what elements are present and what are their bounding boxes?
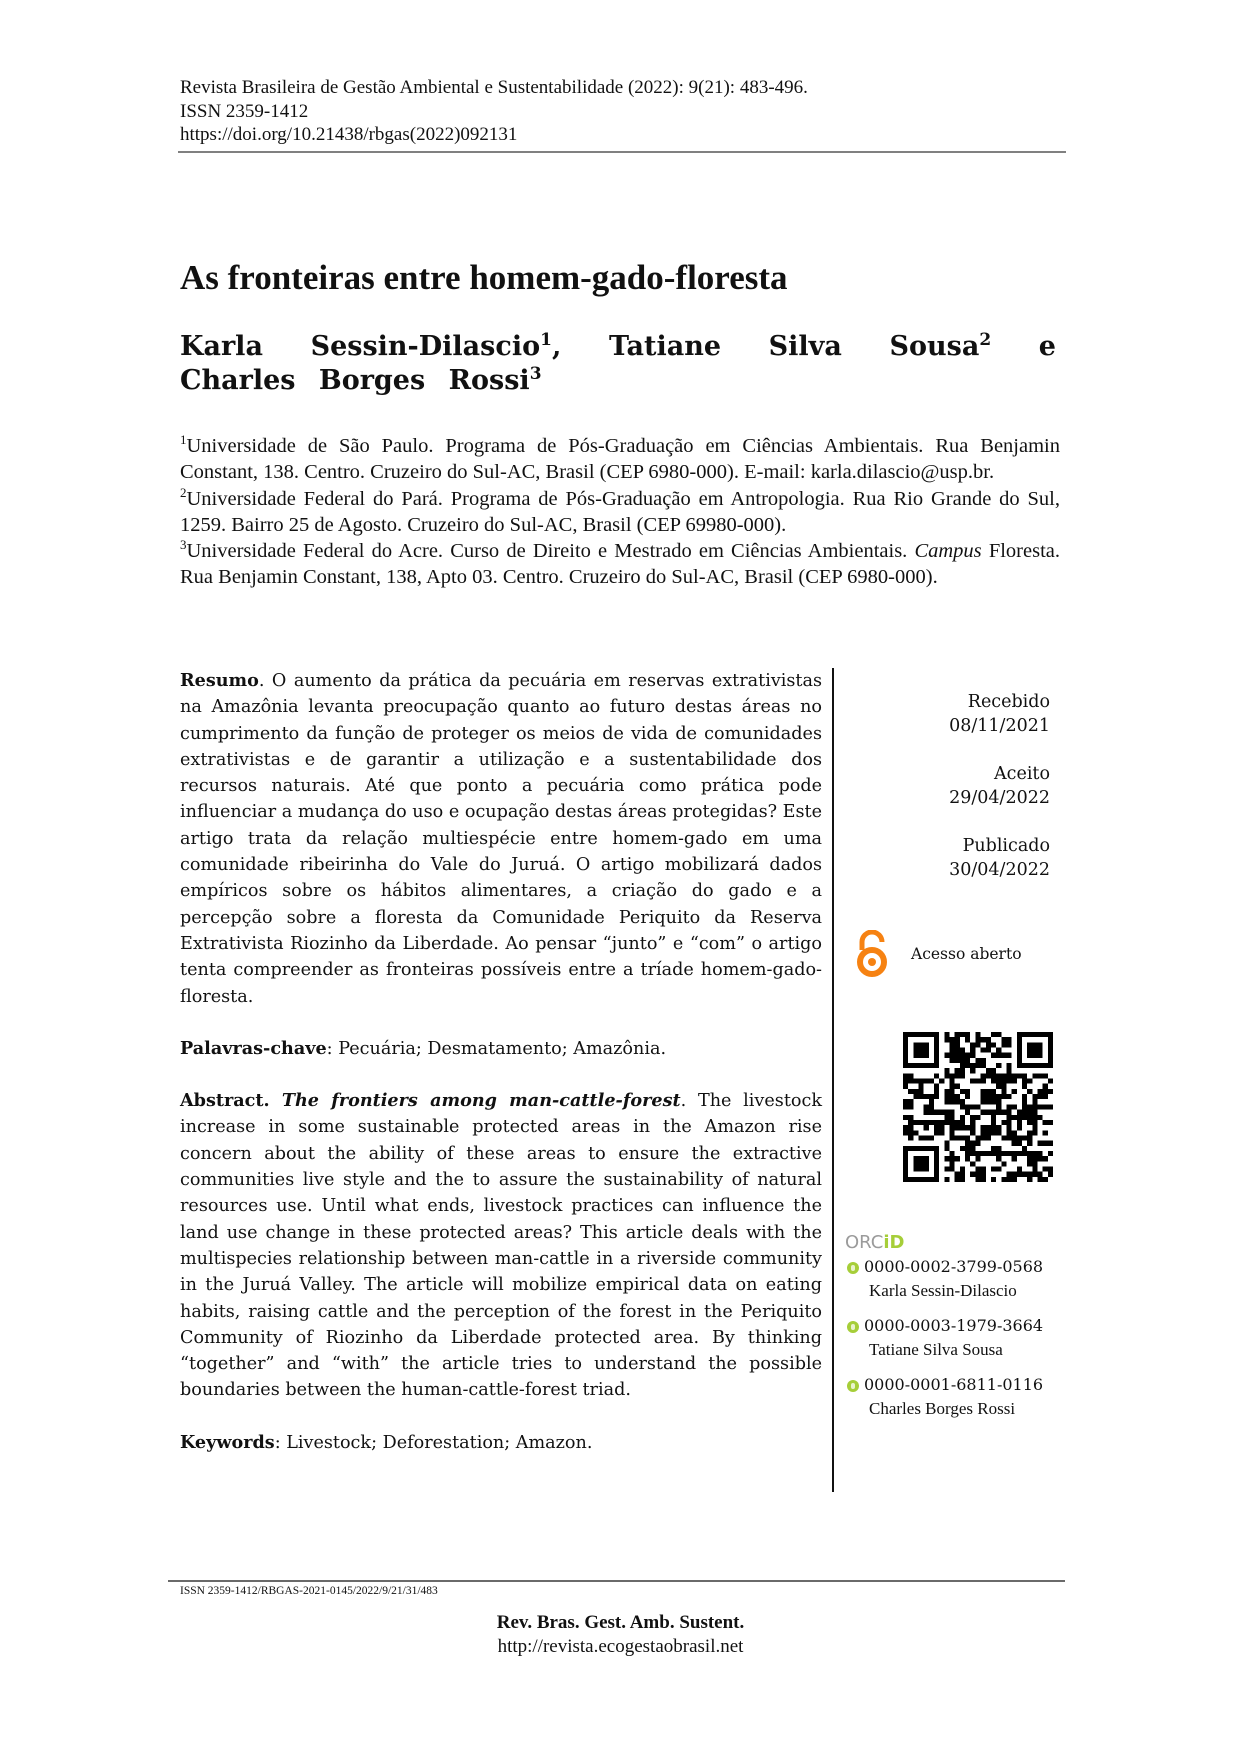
- orcid-author-name: Karla Sessin-Dilascio: [869, 1281, 1017, 1300]
- footer-rule: [168, 1580, 1065, 1582]
- author-list: [180, 330, 1056, 398]
- abstract-sep: .: [258, 671, 265, 691]
- orcid-entry[interactable]: [845, 1374, 1075, 1433]
- open-access-label: Acesso aberto: [911, 945, 1022, 963]
- open-access-lock-icon: [855, 930, 889, 978]
- date-label: Aceito: [994, 764, 1050, 784]
- author-name: Tatiane Silva Sousa: [608, 331, 980, 362]
- qr-code-icon[interactable]: [903, 1032, 1053, 1182]
- affiliation-mark: 3: [180, 537, 187, 553]
- author-name: Charles Borges Rossi: [180, 365, 530, 396]
- abstract-column: [180, 668, 822, 1456]
- orcid-id-icon: [847, 1262, 859, 1274]
- orcid-logo-id: iD: [883, 1232, 905, 1253]
- orcid-id-icon: [847, 1321, 859, 1333]
- affiliation-item: [180, 486, 1060, 539]
- abstract-english-title: The frontiers among man-cattle-forest: [281, 1090, 681, 1112]
- article-title: As fronteiras entre homem-gado-floresta: [180, 258, 788, 297]
- open-access-badge: [855, 930, 1075, 980]
- date-value: 30/04/2022: [949, 860, 1050, 880]
- abstract-text: O aumento da prática da pecuária em reservas extrativistas na Amazônia levanta preocupação quanto ao futuro destas áreas no cumprimento da função de proteger os meios de vida de comunidades extrativistas e de garantir a utilização e a sustentabilidade dos recursos naturais. Até que ponto a pecuária como prática pode influenciar a mudança do uso e ocupação destas áreas protegidas? Este artigo trata da relação multiespécie entre homem-gado em uma comunidade ribeirinha do Vale do Juruá. O artigo mobilizará dados empíricos sobre os hábitos alimentares, a criação do gado e a percepção sobre a floresta da Comunidade Periquito da Reserva Extrativista Riozinho da Liberdade. Ao pensar “junto” e “com” o artigo tenta compreender as fronteiras possíveis entre a tríade homem-gado-floresta.: [180, 671, 823, 1007]
- keywords-text: : Pecuária; Desmatamento; Amazônia.: [326, 1038, 667, 1059]
- footer-journal-url[interactable]: http://revista.ecogestaobrasil.net: [497, 1636, 744, 1657]
- column-divider: [832, 668, 834, 1492]
- affiliations: [180, 433, 1060, 591]
- keywords-text: : Livestock; Deforestation; Amazon.: [274, 1432, 593, 1453]
- abstract-portuguese: [180, 668, 822, 1010]
- orcid-author-name: Tatiane Silva Sousa: [869, 1340, 1003, 1359]
- affiliation-item: [180, 538, 1060, 591]
- abstract-text: . The livestock increase in some sustainable protected areas in the Amazon rise concern about the ability of these areas to ensure the extractive communities live style and the to assure the sustainability of natural resources use. Until what ends, livestock practices can influence the land use change in these protected areas? This article deals with the multispecies relationship between man-cattle in a riverside community in the Juruá Valley. The article will mobilize empirical data on eating habits, raising cattle and the perception of the forest in the Periquito Community of Riozinho da Liberdade protected area. By thinking “together” and “with” the article tries to understand the possible boundaries between the human-cattle-forest triad.: [180, 1091, 822, 1401]
- date-published: [840, 834, 1050, 882]
- orcid-entry[interactable]: [845, 1315, 1075, 1374]
- orcid-number[interactable]: 0000-0002-3799-0568: [864, 1257, 1044, 1276]
- abstract-sep: .: [263, 1090, 282, 1112]
- keywords-label: Palavras-chave: [180, 1037, 327, 1059]
- affiliation-mark: 3: [529, 364, 542, 384]
- orcid-logo-text: ORC: [845, 1232, 884, 1253]
- issn-line: ISSN 2359-1412: [180, 100, 309, 122]
- article-dates: [840, 690, 1050, 906]
- affiliation-mark: 1: [540, 330, 552, 350]
- affiliation-text: Universidade Federal do Acre. Curso de Direito e Mestrado em Ciências Ambientais.: [186, 540, 915, 563]
- affiliation-text: Universidade Federal do Pará. Programa de Pós-Graduação em Antropologia. Rua Rio Grande do Sul, 1259. Bairro 25 de Agosto. Cruzeiro do Sul-AC, Brasil (CEP 69980-000).: [180, 487, 1060, 536]
- affiliation-text: Floresta. Rua Benjamin Constant, 138, Apto 03. Centro. Cruzeiro do Sul-AC, Brasil (CEP 6980-000).: [180, 540, 1060, 589]
- running-header: [180, 76, 1070, 147]
- affiliation-mark: 2: [180, 484, 187, 500]
- date-accepted: [840, 762, 1050, 810]
- affiliation-text: Universidade de São Paulo. Programa de Pós-Graduação em Ciências Ambientais. Rua Benjamin Constant, 138. Centro. Cruzeiro do Sul-AC, Brasil (CEP 6980-000). E-mail: karla.dilascio@usp.br.: [180, 435, 1060, 484]
- affiliation-item: [180, 433, 1060, 486]
- abstract-english: [180, 1088, 822, 1404]
- citation-line: Revista Brasileira de Gestão Ambiental e Sustentabilidade (2022): 9(21): 483-496.: [180, 77, 808, 98]
- date-label: Recebido: [967, 692, 1050, 712]
- date-label: Publicado: [962, 836, 1050, 856]
- orcid-number[interactable]: 0000-0003-1979-3664: [864, 1316, 1044, 1335]
- header-rule: [178, 151, 1066, 153]
- orcid-id-icon: [847, 1380, 859, 1392]
- footer-issn: ISSN 2359-1412/RBGAS-2021-0145/2022/9/21/31/483: [180, 1585, 438, 1597]
- footer-journal-name: Rev. Bras. Gest. Amb. Sustent.: [496, 1612, 745, 1633]
- orcid-number[interactable]: 0000-0001-6811-0116: [864, 1375, 1044, 1394]
- keywords-english: [180, 1430, 822, 1456]
- keywords-label: Keywords: [180, 1431, 275, 1453]
- date-value: 29/04/2022: [949, 788, 1050, 808]
- author-separator: ,: [551, 331, 609, 362]
- affiliation-italic: Campus: [914, 540, 982, 563]
- author-name: Karla Sessin-Dilascio: [180, 331, 541, 362]
- orcid-logo: [845, 1232, 904, 1253]
- orcid-author-name: Charles Borges Rossi: [869, 1399, 1016, 1418]
- author-separator: e: [991, 331, 1056, 362]
- date-received: [840, 690, 1050, 738]
- orcid-list: [845, 1256, 1075, 1433]
- abstract-label: Abstract: [180, 1090, 264, 1112]
- keywords-portuguese: [180, 1036, 822, 1062]
- date-value: 08/11/2021: [949, 716, 1050, 736]
- doi-link[interactable]: https://doi.org/10.21438/rbgas(2022)092131: [180, 124, 518, 145]
- affiliation-mark: 1: [180, 432, 187, 448]
- abstract-label: Resumo: [180, 670, 259, 691]
- affiliation-mark: 2: [979, 330, 992, 350]
- orcid-entry[interactable]: [845, 1256, 1075, 1315]
